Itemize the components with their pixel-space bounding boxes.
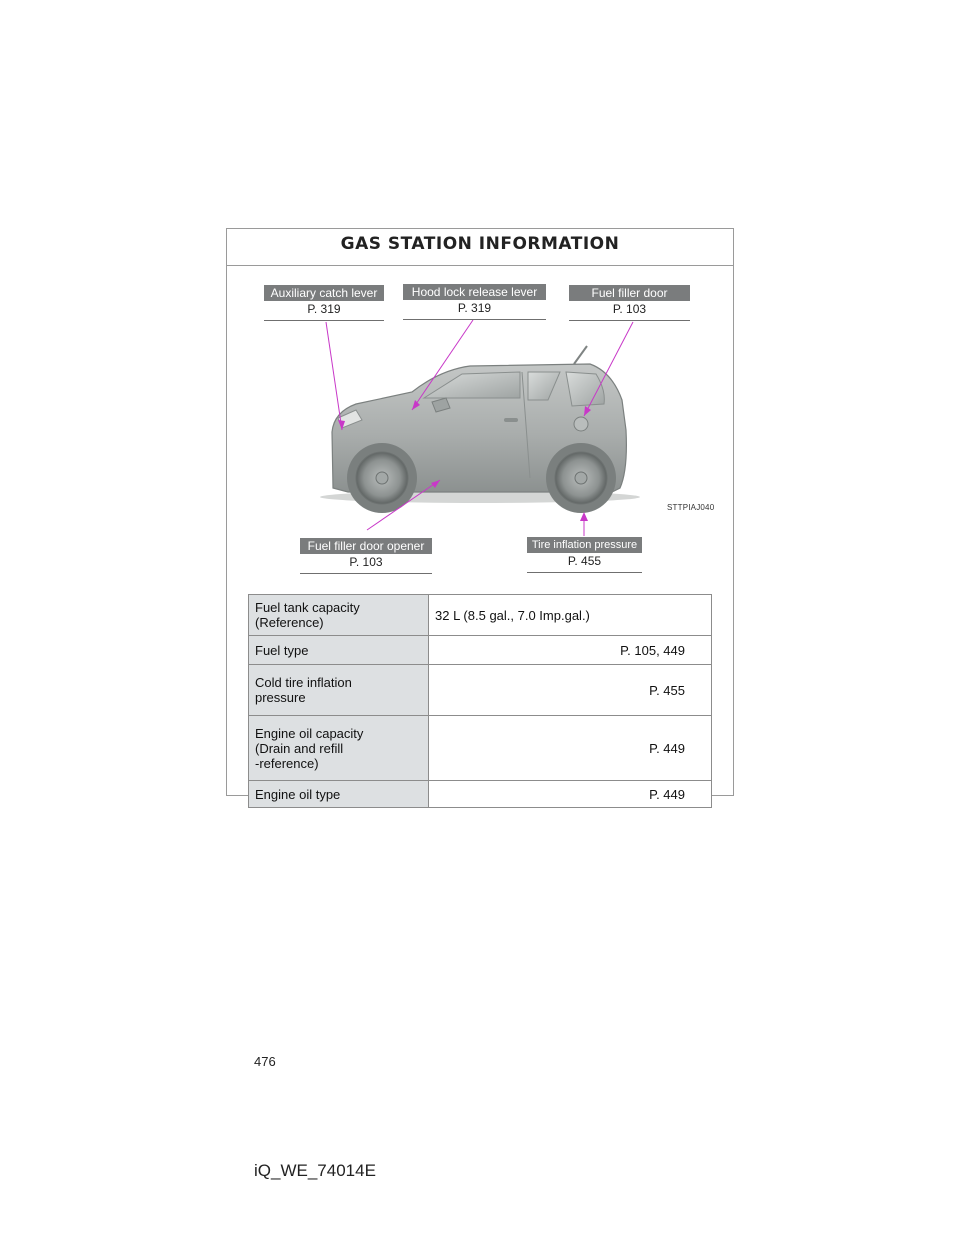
page-number: 476 (254, 1054, 276, 1069)
page-reference-link[interactable]: P. 319 (264, 301, 384, 321)
door-handle (504, 418, 518, 422)
callout-fuel-filler-door-opener (300, 538, 432, 574)
page-reference-link[interactable]: P. 449 (429, 716, 712, 781)
spec-label: Engine oil capacity (Drain and refill -reference) (249, 716, 429, 781)
section-title: GAS STATION INFORMATION (227, 229, 733, 266)
spec-label: Fuel type (249, 636, 429, 665)
spec-label: Engine oil type (249, 781, 429, 808)
callout-label: Fuel filler door opener (300, 538, 432, 554)
callout-fuel-filler-door (569, 285, 690, 321)
page-reference-link[interactable]: P. 319 (403, 300, 546, 320)
antenna (574, 346, 587, 364)
callout-hood-lock-release-lever (403, 284, 546, 320)
spec-value: 32 L (8.5 gal., 7.0 Imp.gal.) (429, 595, 712, 636)
callout-auxiliary-catch-lever (264, 285, 384, 321)
callout-label: Fuel filler door (569, 285, 690, 301)
page-reference-link[interactable]: P. 103 (569, 301, 690, 321)
table-row (249, 595, 712, 636)
table-row (249, 716, 712, 781)
callout-tire-inflation-pressure (527, 537, 642, 573)
page-reference-link[interactable]: P. 455 (527, 553, 642, 573)
table-row (249, 781, 712, 808)
callout-label: Hood lock release lever (403, 284, 546, 300)
illustration-code: STTPIAJ040 (667, 503, 715, 512)
document-code: iQ_WE_74014E (254, 1161, 376, 1180)
page-reference-link[interactable]: P. 455 (429, 665, 712, 716)
table-row (249, 665, 712, 716)
page-reference-link[interactable]: P. 449 (429, 781, 712, 808)
fuel-filler-door (574, 417, 588, 431)
specs-table (248, 594, 712, 808)
callout-label: Auxiliary catch lever (264, 285, 384, 301)
table-row (249, 636, 712, 665)
spec-label: Fuel tank capacity (Reference) (249, 595, 429, 636)
spec-label: Cold tire inflation pressure (249, 665, 429, 716)
page-reference-link[interactable]: P. 103 (300, 554, 432, 574)
page-reference-link[interactable]: P. 105, 449 (429, 636, 712, 665)
arrow-auxiliary-catch-lever (326, 322, 342, 430)
callout-label: Tire inflation pressure (527, 537, 642, 553)
